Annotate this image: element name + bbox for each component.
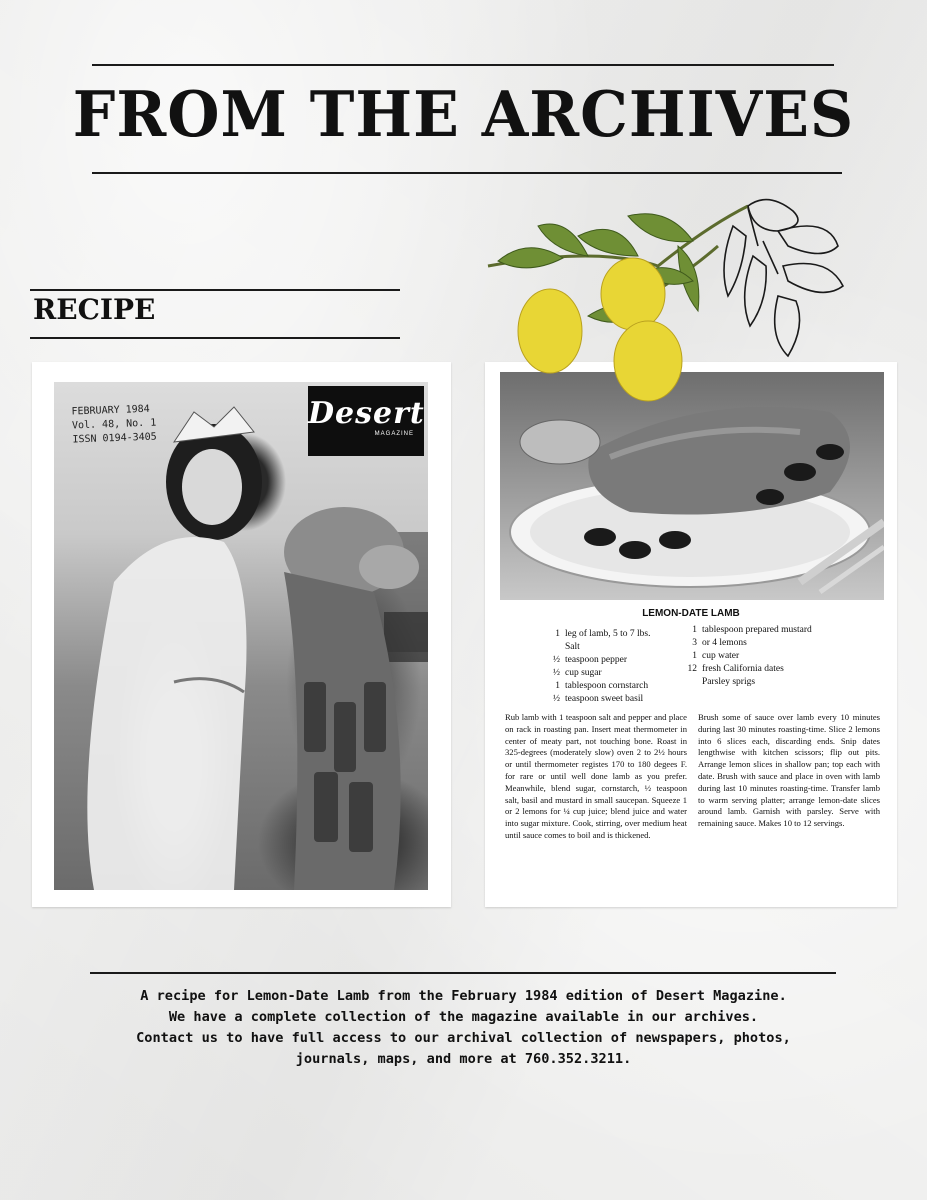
caption-top-rule (90, 972, 836, 974)
directions-left: Rub lamb with 1 teaspoon salt and pepper and place on rack in roasting pan. Insert meat thermometer in center of meaty part, not touching bone. Roast in 325-degrees (moderately slow) oven 2 to 2½ hours or until thermometer registes 170 to 180 degees F. for rare or until well done lamb as you prefer. Meanwhile, blend sugar, cornstarch, ½ teaspoon salt, basil and mustard in small saucepan. Squeeze 1 or 2 lemons for ¼ cup juice; blend juice and water into sugar mixture. Cook, stirring, over medium heat until sauce comes to boil and is thickened. (505, 712, 687, 840)
ingredients-right (675, 624, 812, 689)
ingredients-left (538, 628, 651, 706)
section-top-rule (30, 289, 400, 291)
logo-word: Desert (308, 396, 425, 431)
recipe-page (485, 362, 897, 907)
section-bottom-rule (30, 337, 400, 339)
header-bottom-rule (92, 172, 842, 174)
ingredient-item: 1 tablespoon prepared mustard (692, 625, 812, 635)
recipe-title: LEMON-DATE LAMB (642, 608, 740, 619)
cover-photo (54, 382, 428, 890)
ingredient-item: ½ teaspoon sweet basil (552, 694, 644, 704)
section-label: RECIPE (33, 293, 156, 326)
cover-photo-illustration (54, 382, 428, 890)
caption-line: A recipe for Lemon-Date Lamb from the February 1984 edition of Desert Magazine. (140, 988, 787, 1004)
ingredient-item: 1 leg of lamb, 5 to 7 lbs. (555, 629, 651, 639)
ingredient-item: 3 or 4 lemons (692, 638, 747, 648)
logo-subtitle: MAGAZINE (374, 431, 414, 437)
magazine-cover (32, 362, 451, 907)
caption-line: We have a complete collection of the magazine available in our archives. (168, 1009, 759, 1025)
ingredient-item: Parsley sprigs (702, 677, 756, 687)
ingredient-item: ½ cup sugar (552, 668, 602, 678)
page-title: FROM THE ARCHIVES (72, 78, 855, 152)
lemon-date-branch-illustration (478, 186, 858, 408)
ingredient-item: ½ teaspoon pepper (552, 655, 627, 665)
caption-line: journals, maps, and more at 760.352.3211. (295, 1051, 632, 1067)
desert-magazine-logo (308, 386, 424, 456)
header-top-rule (92, 64, 834, 66)
cover-issue-info (71, 403, 157, 448)
directions-right: Brush some of sauce over lamb every 10 minutes during last 30 minutes roasting-time. Slice 2 lemons into 6 slices each, discarding ends. Snip dates lengthwise with kitchen scissors; flip out pits. Arrange lemon slices in shallow pan; top each with date. Brush with sauce and place in oven with lamb during last 10 minutes roasting-time. Transfer lamb to warm serving platter; arrange lemon-date slices around lamb. Garnish with parsley. Serve with remaining sauce. Makes 10 to 12 servings. (698, 712, 880, 829)
ingredient-item: 1 tablespoon cornstarch (555, 681, 649, 691)
ingredient-item: 1 cup water (692, 651, 740, 661)
ingredient-item: 12 fresh California dates (687, 664, 784, 674)
cover-date: FEBRUARY 1984 (71, 403, 150, 418)
ingredient-item: Salt (565, 642, 580, 652)
cover-issn: ISSN 0194-3405 (72, 431, 157, 446)
caption-text (40, 986, 887, 1070)
cover-volume: Vol. 48, No. 1 (71, 417, 157, 432)
caption-line: Contact us to have full access to our archival collection of newspapers, photos, (136, 1030, 791, 1046)
